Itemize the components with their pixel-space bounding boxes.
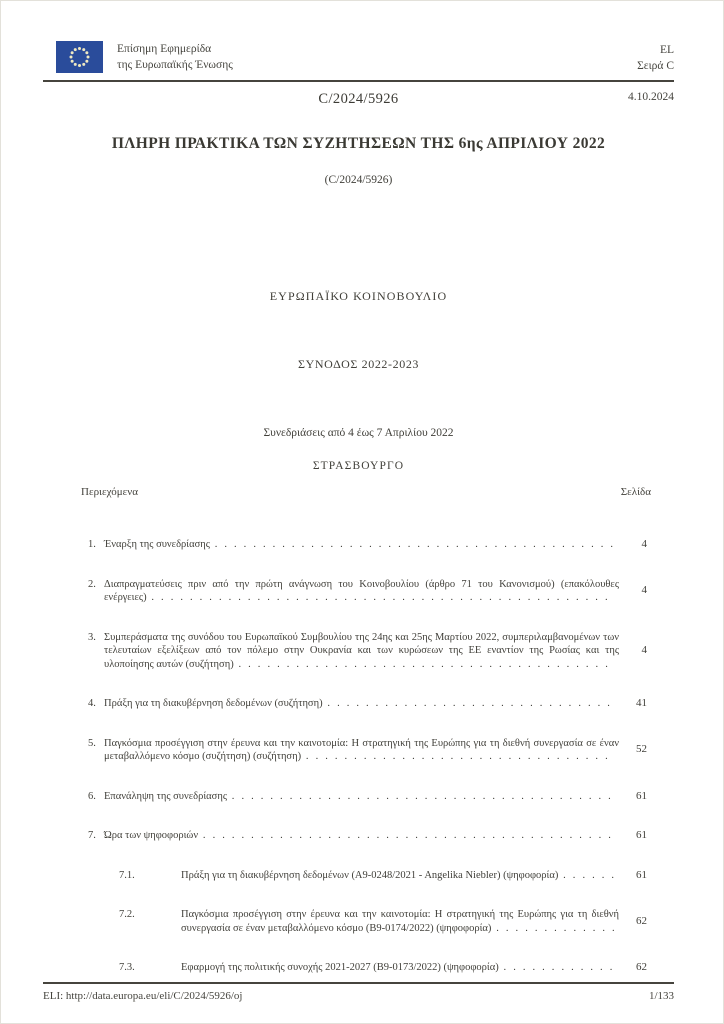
contents-label: Περιεχόμενα: [81, 486, 139, 498]
document-reference-parenthesized: (C/2024/5926): [324, 174, 393, 186]
dot-leader: . . . . . . . . . . . . .: [491, 922, 617, 934]
toc-entry-number: 7.2.: [119, 909, 135, 920]
toc-entry-number: 2.: [88, 578, 96, 590]
toc-entry-body: [104, 631, 619, 672]
header-divider: [43, 80, 674, 82]
eu-flag-icon: [56, 41, 103, 73]
document-title: ΠΛΗΡΗ ΠΡΑΚΤΙΚΑ ΤΩΝ ΣΥΖΗΤΗΣΕΩΝ ΤΗΣ 6ης ΑΠΡΙΛΙΟΥ 2022: [111, 135, 606, 152]
toc-entry-number: 7.1.: [119, 869, 135, 881]
toc-entry[interactable]: [43, 790, 674, 804]
institution-name: ΕΥΡΩΠΑΪΚΟ ΚΟΙΝΟΒΟΥΛΙΟ: [269, 289, 448, 303]
toc-entry[interactable]: [43, 631, 674, 672]
toc-entry-title: Συμπεράσματα της συνόδου του Ευρωπαϊκού Συμβουλίου της 24ης και 25ης Μαρτίου 2022, συμπεριλαμβανομένων των τελευταίων εξελίξεων από τον πόλεμο στην Ουκρανία και των κυρώσεων της ΕΕ εναντίον της Ρωσίας και της υλοποίησης αυτών (συζήτηση): [104, 631, 619, 670]
toc-entry-body: [181, 869, 619, 883]
journal-title: [117, 41, 233, 73]
toc-entry-title: Παγκόσμια προσέγγιση στην έρευνα και την καινοτομία: Η στρατηγική της Ευρώπης για τη διεθνή συνεργασία σε έναν μεταβαλλόμενο κόσμο (συζήτηση) (συζήτηση): [104, 737, 619, 762]
toc-entry[interactable]: [43, 908, 674, 935]
toc-entry[interactable]: [43, 737, 674, 764]
masthead-right: [637, 41, 674, 74]
toc-header: [43, 486, 674, 498]
toc-entry-number: 7.: [88, 830, 96, 841]
toc-entry-number: 4.: [88, 698, 96, 709]
toc-entry-body: [104, 790, 619, 804]
language-code: EL: [659, 44, 674, 56]
toc-entry[interactable]: [43, 538, 674, 552]
toc-entry[interactable]: [43, 829, 674, 843]
toc-entry-title: Παγκόσμια προσέγγιση στην έρευνα και την καινοτομία: Η στρατηγική της Ευρώπης για τη διεθνή συνεργασία σε έναν μεταβαλλόμενο κόσμο (B9-0174/2022) (ψηφοφορία): [181, 909, 619, 934]
footer-divider: [43, 982, 674, 984]
toc-entry-page: 52: [636, 743, 647, 756]
toc-entry-body: [181, 908, 619, 935]
toc-entry[interactable]: [43, 961, 674, 975]
masthead-left: [56, 41, 233, 73]
toc-entry-number: 6.: [88, 790, 96, 802]
document-reference: C/2024/5926: [318, 91, 399, 107]
toc-entry-page: 4: [641, 584, 647, 597]
publication-date: 4.10.2024: [628, 91, 674, 103]
toc-list: [43, 538, 674, 975]
page-column-label: Σελίδα: [620, 486, 651, 498]
journal-title-line2: της Ευρωπαϊκής Ένωσης: [117, 59, 233, 71]
toc-entry-body: [104, 538, 619, 552]
dot-leader: . . . . . . . . . . . . . . . . . . . . . . . . . . . . . . . . . . . . . . . . . . .: [198, 830, 614, 841]
toc-entry-title: Ώρα των ψηφοφοριών: [104, 830, 199, 841]
toc-entry-page: 62: [636, 961, 647, 973]
toc-entry-title: Εφαρμογή της πολιτικής συνοχής 2021-2027 (B9-0173/2022) (ψηφοφορία): [181, 962, 499, 973]
toc-entry-title: Διαπραγματεύσεις πριν από την πρώτη ανάγνωση του Κοινοβουλίου (άρθρο 71 του Κανονισμού) (επακόλουθες ενέργειες): [104, 578, 619, 603]
dot-leader: . . . . . .: [558, 869, 617, 881]
sittings-range: Συνεδριάσεις από 4 έως 7 Απριλίου 2022: [263, 427, 454, 439]
footer-row: [43, 990, 674, 1002]
dot-leader: . . . . . . . . . . . . . . . . . . . . . . . . . . . . . .: [322, 698, 613, 709]
eli-link[interactable]: ELI: http://data.europa.eu/eli/C/2024/5926/oj: [43, 990, 243, 1002]
dot-leader: . . . . . . . . . . . . . . . . . . . . . . . . . . . . . . . . . . . . . . . . . .: [209, 539, 616, 550]
toc-entry-body: [104, 578, 619, 605]
toc-entry-body: [104, 829, 619, 843]
dot-leader: . . . . . . . . . . . .: [498, 962, 615, 973]
reference-line: [43, 91, 674, 109]
journal-title-line1: Επίσημη Εφημερίδα: [117, 43, 212, 55]
session-label: ΣΥΝΟΔΟΣ 2022-2023: [297, 357, 420, 371]
toc-entry-number: 5.: [88, 737, 96, 749]
dot-leader: . . . . . . . . . . . . . . . . . . . . . . . . . . . . . . . . . . . . . . .: [233, 658, 611, 670]
toc-entry[interactable]: [43, 869, 674, 883]
masthead: [43, 41, 674, 74]
toc-entry-page: 61: [636, 868, 647, 881]
series-label: Σειρά C: [637, 60, 674, 72]
toc-entry[interactable]: [43, 578, 674, 605]
dot-leader: . . . . . . . . . . . . . . . . . . . . . . . . . . . . . . . .: [301, 751, 610, 762]
toc-entry-title: Έναρξη της συνεδρίασης: [104, 539, 210, 550]
toc-entry-number: 7.3.: [119, 962, 135, 973]
toc-entry-body: [104, 737, 619, 764]
toc-entry-body: [104, 697, 619, 711]
toc-entry-title: Πράξη για τη διακυβέρνηση δεδομένων (A9-0248/2021 - Angelika Niebler) (ψηφοφορία): [181, 869, 559, 881]
toc-entry-page: 61: [636, 789, 647, 802]
toc-entry-title: Επανάληψη της συνεδρίασης: [104, 790, 227, 802]
dot-leader: . . . . . . . . . . . . . . . . . . . . . . . . . . . . . . . . . . . . . . . . . . . . . . . .: [146, 592, 610, 603]
toc-entry-page: 4: [641, 644, 647, 656]
page-footer: [43, 982, 674, 1002]
toc-entry-number: 1.: [88, 539, 96, 550]
location-label: ΣΤΡΑΣΒΟΥΡΓΟ: [312, 460, 405, 472]
toc-entry-title: Πράξη για τη διακυβέρνηση δεδομένων (συζήτηση): [104, 698, 323, 709]
page-content: [43, 1, 674, 1023]
toc-entry-body: [181, 961, 619, 975]
toc-entry-number: 3.: [88, 631, 96, 643]
dot-leader: . . . . . . . . . . . . . . . . . . . . . . . . . . . . . . . . . . . . . . . .: [226, 790, 613, 802]
toc-entry[interactable]: [43, 697, 674, 711]
page-indicator: 1/133: [648, 990, 674, 1002]
toc-entry-page: 61: [636, 829, 647, 841]
toc-entry-page: 62: [636, 914, 647, 927]
toc-entry-page: 41: [636, 697, 647, 709]
toc-entry-page: 4: [641, 538, 647, 550]
